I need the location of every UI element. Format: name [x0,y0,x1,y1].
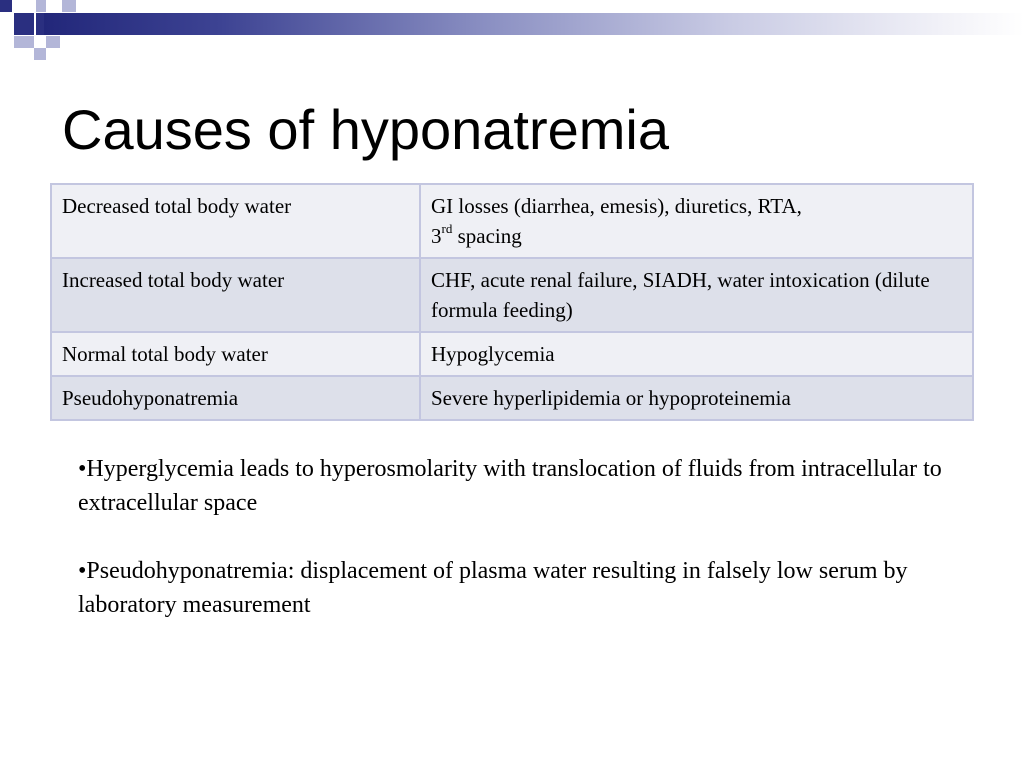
table-row [51,258,973,332]
detail-cell [420,184,973,258]
cause-cell: Decreased total body water [51,184,420,258]
detail-cell: CHF, acute renal failure, SIADH, water intoxication (dilute formula feeding) [420,258,973,332]
deco-square [14,13,34,35]
causes-table [50,183,974,421]
cause-cell: Pseudohyponatremia [51,376,420,420]
table-row [51,184,973,258]
header-gradient-band [44,13,1024,35]
detail-cell: Hypoglycemia [420,332,973,376]
note-hyperglycemia: •Hyperglycemia leads to hyperosmolarity with translocation of fluids from intracellular to extracellular space [78,456,942,516]
table-row [51,376,973,420]
header-decoration [0,0,1024,64]
deco-square [46,36,60,48]
deco-square [36,13,44,35]
deco-square [14,36,34,48]
detail-text: GI losses (diarrhea, emesis), diuretics, RTA, [431,194,802,218]
detail-cell: Severe hyperlipidemia or hypoproteinemia [420,376,973,420]
note-pseudohyponatremia: •Pseudohyponatremia: displacement of plasma water resulting in falsely low serum by laboratory measurement [78,558,908,618]
slide-title: Causes of hyponatremia [62,98,670,161]
deco-square [36,0,46,12]
ordinal-superscript: rd [441,221,453,236]
detail-text: 3 [431,224,442,248]
deco-square [34,48,46,60]
table-row [51,332,973,376]
cause-cell: Normal total body water [51,332,420,376]
detail-text: spacing [452,224,522,248]
deco-square [62,0,76,12]
notes-section [78,452,958,656]
cause-cell: Increased total body water [51,258,420,332]
deco-square [0,0,12,12]
